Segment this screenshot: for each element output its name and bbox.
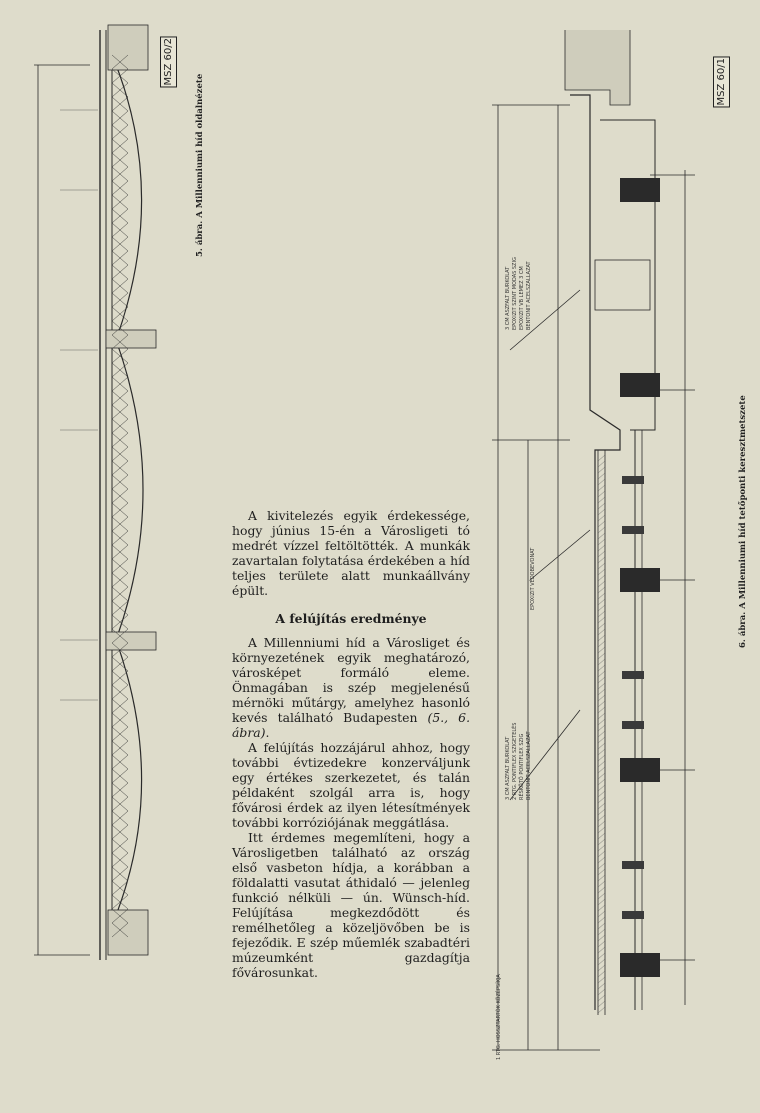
article-text — [232, 508, 470, 980]
figure6-layer-label: 3 CM ASZFALT BURKOLAT — [505, 266, 511, 330]
figure6-layer-label: 3 CM ASZFALT BURKOLAT — [505, 736, 511, 800]
figure5-stamp: MSZ 60/2 — [160, 36, 177, 87]
figure6-layer-label: EPOXIZIT VB LEMEZ 3 CM — [519, 266, 525, 330]
bridge-side-elevation-drawing — [20, 10, 200, 970]
paragraph: Itt érdemes megemlíteni, hogy a Városligetben található az ország első vasbeton hídja, a korábban a földalatti vasutat áthidaló — jelenleg funkció nélküli — ún. Wünsch-híd. Felújítása megkezdődött és remélhetőleg a közeljövőben be is fejeződik. E szép műemlék szabadtéri múzeumként gazdagítja fővárosunkat. — [232, 830, 470, 980]
paragraph: A Millenniumi híd a Városliget és környezetének egyik meghatározó, városképet formáló eleme. Önmagában is szép megjelenésű mérnöki műtárgy, amelyhez hasonló kevés található Budapesten (5., 6. ábra). — [232, 635, 471, 740]
section-heading: A felújítás eredménye — [275, 611, 427, 626]
figure6-kozep-label: 1 RTG. HOSSZTARTÓK KÖZÉPSÍKJA — [496, 974, 502, 1060]
figure-reference: (5., 6. ábra) — [232, 710, 471, 740]
cross-section-drawing — [470, 10, 760, 1105]
figure5-caption: 5. ábra. A Millenniumi híd oldalnézete — [195, 73, 205, 257]
figure6-layer-label: 2 RTG. PONTIFLEX SZIGETELÉS — [512, 722, 518, 800]
figure6-layer-label: EPOXIZIT SZINT MODAS SZIG — [512, 257, 518, 330]
figure6-caption: 6. ábra. A Millenniumi híd tetőponti keresztmetszete — [738, 395, 748, 648]
paragraph: A felújítás hozzájárul ahhoz, hogy további évtizedekre konzerváljunk egy értékes szerkezetet, és talán példaként szolgál arra is, hogy fővárosi érdek az ilyen létesítmények további korróziójának meggátlása. — [232, 740, 470, 830]
paragraph: A kivitelezés egyik érdekessége, hogy június 15-én a Városligeti tó medrét vízzel feltöltötték. A munkák zavartalan folytatása érdekében a híd teljes területe alatt munkaállvány épült. — [232, 508, 470, 598]
figure6-layer-label: RÉSKÖTŐ PONTIFLEX SZIG — [519, 733, 525, 800]
figure6-stamp: MSZ 60/1 — [713, 56, 730, 107]
figure6-layer-label: BENTONIT ACELSZALLAZAT — [526, 261, 532, 330]
figure6-layer-label: BENTONIT ACELSZALLAZAT — [526, 731, 532, 800]
figure6-vedo-label: EPOXIZIT VÉDOBEVONAT — [530, 547, 536, 610]
